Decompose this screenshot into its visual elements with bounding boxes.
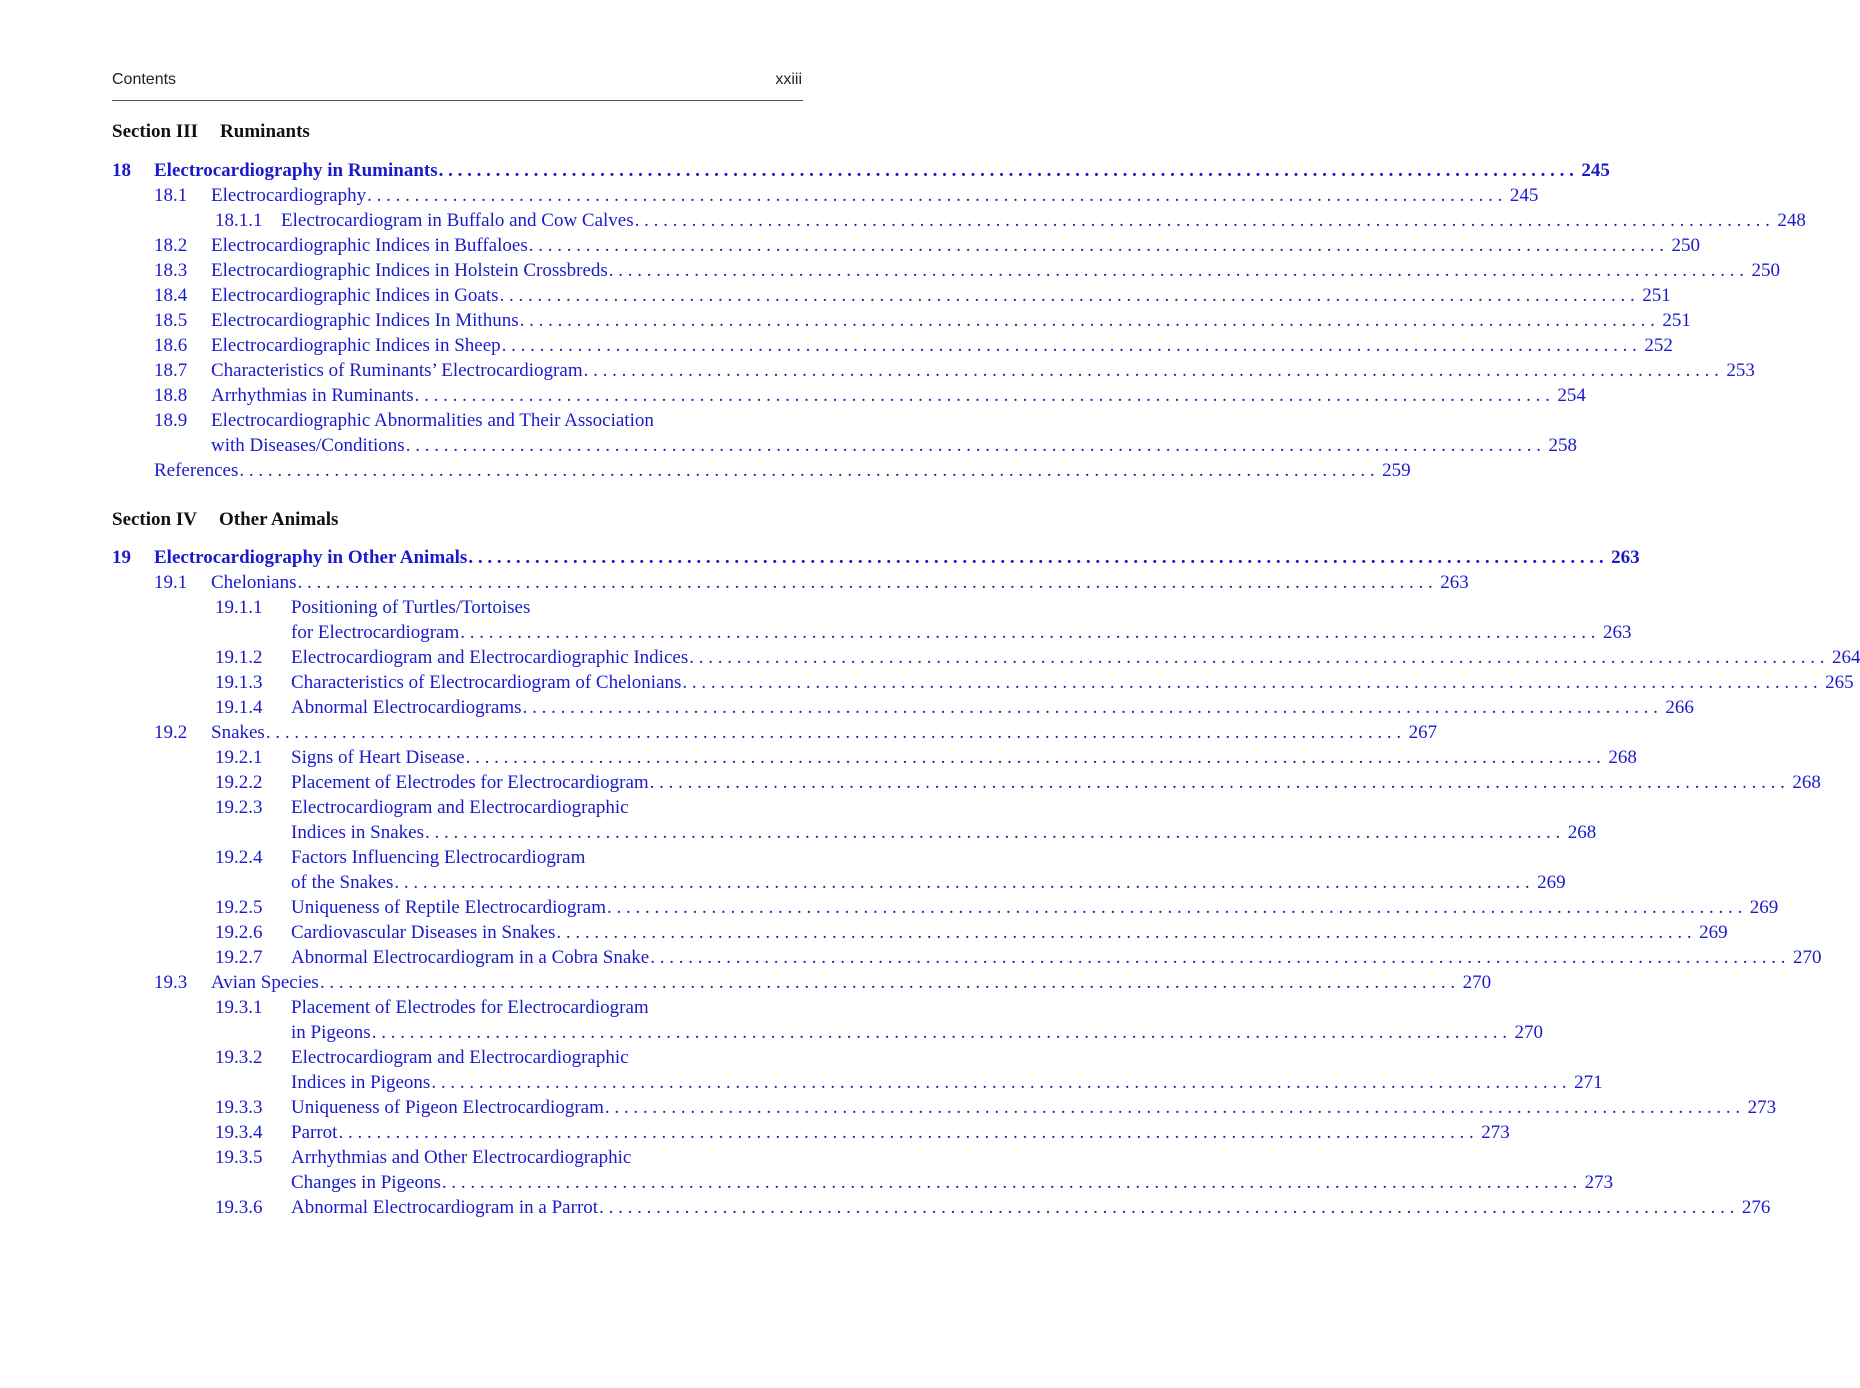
- toc-entry-title: Electrocardiogram and Electrocardiographic: [291, 1047, 629, 1068]
- toc-entry[interactable]: [0, 1070, 1603, 1095]
- toc-entry-page: 251: [1642, 285, 1671, 306]
- toc-entry-page: 270: [1514, 1022, 1543, 1043]
- toc-entry[interactable]: [0, 570, 1469, 595]
- toc-entry-title: Electrocardiographic Indices in Goats: [211, 285, 499, 306]
- toc-entry-title: Uniqueness of Reptile Electrocardiogram: [291, 897, 606, 918]
- toc-entry-title: Electrocardiographic Indices in Holstein Crossbreds: [211, 260, 608, 281]
- running-header-left: Contents: [112, 71, 177, 88]
- toc-entry-title: Placement of Electrodes for Electrocardiogram: [291, 997, 649, 1018]
- toc-entry[interactable]: [0, 770, 1821, 795]
- dot-leader: . . . . . . . . . . . . . . . . . . . . . . . . . . . . . . . . . . . . . . . . . . . . . . . . . . . . . . . . . . . . . . . . . . . . . . . . . . . . . . . . . . . . . . . . . . . . . . . . . . . . . . . . . . . . . . . . . . . . . . . .: [465, 747, 1601, 768]
- toc-entry-page: 265: [1825, 672, 1854, 693]
- toc-entry-title: Factors Influencing Electrocardiogram: [291, 847, 586, 868]
- toc-entry[interactable]: [0, 258, 1781, 283]
- toc-entry[interactable]: [0, 995, 803, 1020]
- toc-entry-page: 250: [1671, 235, 1700, 256]
- toc-entry[interactable]: [0, 895, 1779, 920]
- toc-entry-page: 263: [1440, 572, 1469, 593]
- dot-leader: . . . . . . . . . . . . . . . . . . . . . . . . . . . . . . . . . . . . . . . . . . . . . . . . . . . . . . . . . . . . . . . . . . . . . . . . . . . . . . . . . . . . . . . . . . . . . . . . . . . . . . . . . . . . . . . . . . . . . . . .: [438, 160, 1574, 181]
- dot-leader: . . . . . . . . . . . . . . . . . . . . . . . . . . . . . . . . . . . . . . . . . . . . . . . . . . . . . . . . . . . . . . . . . . . . . . . . . . . . . . . . . . . . . . . . . . . . . . . . . . . . . . . . . . . . . . . . . . . . . . . .: [499, 285, 1635, 306]
- toc-entry-number: 19.1.2: [215, 647, 263, 668]
- dot-leader: . . . . . . . . . . . . . . . . . . . . . . . . . . . . . . . . . . . . . . . . . . . . . . . . . . . . . . . . . . . . . . . . . . . . . . . . . . . . . . . . . . . . . . . . . . . . . . . . . . . . . . . . . . . . . . . . . . . . . . . .: [682, 672, 1818, 693]
- dot-leader: . . . . . . . . . . . . . . . . . . . . . . . . . . . . . . . . . . . . . . . . . . . . . . . . . . . . . . . . . . . . . . . . . . . . . . . . . . . . . . . . . . . . . . . . . . . . . . . . . . . . . . . . . . . . . . . . . . . . . . . .: [649, 772, 1785, 793]
- dot-leader: . . . . . . . . . . . . . . . . . . . . . . . . . . . . . . . . . . . . . . . . . . . . . . . . . . . . . . . . . . . . . . . . . . . . . . . . . . . . . . . . . . . . . . . . . . . . . . . . . . . . . . . . . . . . . . . . . . . . . . . .: [441, 1172, 1578, 1193]
- toc-entry-title: Electrocardiographic Indices In Mithuns: [211, 310, 519, 331]
- toc-entry-title: for Electrocardiogram: [291, 622, 460, 643]
- toc-entry-title: Placement of Electrodes for Electrocardiogram: [291, 772, 649, 793]
- toc-entry-number: 19.1: [154, 572, 188, 593]
- toc-entry[interactable]: [0, 233, 1700, 258]
- toc-entry-title: Changes in Pigeons: [291, 1172, 441, 1193]
- toc-entry-title: Characteristics of Ruminants’ Electrocardiogram: [211, 360, 583, 381]
- dot-leader: . . . . . . . . . . . . . . . . . . . . . . . . . . . . . . . . . . . . . . . . . . . . . . . . . . . . . . . . . . . . . . . . . . . . . . . . . . . . . . . . . . . . . . . . . . . . . . . . . . . . . . . . . . . . . . . . . . . . . . . .: [634, 210, 1770, 231]
- dot-leader: . . . . . . . . . . . . . . . . . . . . . . . . . . . . . . . . . . . . . . . . . . . . . . . . . . . . . . . . . . . . . . . . . . . . . . . . . . . . . . . . . . . . . . . . . . . . . . . . . . . . . . . . . . . . . . . . . . . . . . . .: [608, 260, 1745, 281]
- toc-entry[interactable]: [0, 1195, 1771, 1220]
- dot-leader: . . . . . . . . . . . . . . . . . . . . . . . . . . . . . . . . . . . . . . . . . . . . . . . . . . . . . . . . . . . . . . . . . . . . . . . . . . . . . . . . . . . . . . . . . . . . . . . . . . . . . . . . . . . . . . . . . . . . . . . .: [424, 822, 1561, 843]
- toc-entry-page: 267: [1408, 722, 1438, 743]
- toc-entry-number: 19.2.2: [215, 772, 263, 793]
- toc-entry-page: 268: [1792, 772, 1821, 793]
- toc-entry[interactable]: [0, 595, 803, 620]
- toc-entry-title: Snakes: [211, 722, 265, 743]
- toc-entry-title: Arrhythmias in Ruminants: [211, 385, 414, 406]
- toc-entry-page: 269: [1749, 897, 1779, 918]
- toc-entry-page: 266: [1665, 697, 1694, 718]
- toc-entry[interactable]: [0, 283, 1671, 308]
- toc-entry-page: 258: [1548, 435, 1577, 456]
- dot-leader: . . . . . . . . . . . . . . . . . . . . . . . . . . . . . . . . . . . . . . . . . . . . . . . . . . . . . . . . . . . . . . . . . . . . . . . . . . . . . . . . . . . . . . . . . . . . . . . . . . . . . . . . . . . . . . . . . . . . . . . .: [604, 1097, 1741, 1118]
- toc-entry[interactable]: [0, 308, 1691, 333]
- dot-leader: . . . . . . . . . . . . . . . . . . . . . . . . . . . . . . . . . . . . . . . . . . . . . . . . . . . . . . . . . . . . . . . . . . . . . . . . . . . . . . . . . . . . . . . . . . . . . . . . . . . . . . . . . . . . . . . . . . . . . . . .: [431, 1072, 1567, 1093]
- toc-entry-number: 18.1.1: [215, 210, 263, 231]
- dot-leader: . . . . . . . . . . . . . . . . . . . . . . . . . . . . . . . . . . . . . . . . . . . . . . . . . . . . . . . . . . . . . . . . . . . . . . . . . . . . . . . . . . . . . . . . . . . . . . . . . . . . . . . . . . . . . . . . . . . . . . . .: [394, 872, 1530, 893]
- dot-leader: . . . . . . . . . . . . . . . . . . . . . . . . . . . . . . . . . . . . . . . . . . . . . . . . . . . . . . . . . . . . . . . . . . . . . . . . . . . . . . . . . . . . . . . . . . . . . . . . . . . . . . . . . . . . . . . . . . . . . . . .: [522, 697, 1658, 718]
- toc-entry-title: Avian Species: [211, 972, 319, 993]
- toc-entry-number: 18.1: [154, 185, 188, 206]
- toc-entry-title: Arrhythmias and Other Electrocardiographic: [291, 1147, 632, 1168]
- toc-entry-title: Abnormal Electrocardiogram in a Parrot: [291, 1197, 599, 1218]
- toc-entry-number: 19.1.3: [215, 672, 263, 693]
- toc-entry-page: 250: [1751, 260, 1781, 281]
- toc-entry[interactable]: [0, 720, 1438, 745]
- toc-entry[interactable]: [0, 1020, 1543, 1045]
- toc-entry-page: 259: [1382, 460, 1411, 481]
- toc-entry-number: 19.3.4: [215, 1122, 263, 1143]
- toc-entry-title: Indices in Snakes: [291, 822, 424, 843]
- toc-entry[interactable]: [0, 795, 803, 820]
- toc-entry-title: Electrocardiogram and Electrocardiographic Indices: [291, 647, 689, 668]
- toc-entry-title: Electrocardiogram and Electrocardiographic: [291, 797, 629, 818]
- section-label: Section III: [112, 121, 199, 142]
- toc-entry[interactable]: [0, 845, 803, 870]
- toc-entry-title: Signs of Heart Disease: [291, 747, 465, 768]
- toc-entry-page: 273: [1481, 1122, 1510, 1143]
- toc-entry-page: 268: [1608, 747, 1637, 768]
- section-name: Other Animals: [218, 509, 339, 530]
- dot-leader: . . . . . . . . . . . . . . . . . . . . . . . . . . . . . . . . . . . . . . . . . . . . . . . . . . . . . . . . . . . . . . . . . . . . . . . . . . . . . . . . . . . . . . . . . . . . . . . . . . . . . . . . . . . . . . . . . . . . . . . .: [468, 547, 1604, 568]
- section-label: Section IV: [112, 509, 197, 530]
- toc-entry-page: 245: [1509, 185, 1539, 206]
- toc-entry-page: 270: [1462, 972, 1492, 993]
- toc-entry-page: 269: [1699, 922, 1728, 943]
- toc-entry-page: 264: [1831, 647, 1860, 668]
- toc-entry-number: 19.3.5: [215, 1147, 263, 1168]
- toc-entry-page: 245: [1581, 160, 1610, 181]
- toc-entry-number: 19: [112, 547, 131, 568]
- toc-entry-number: 19.3.1: [215, 997, 263, 1018]
- toc-entry[interactable]: [0, 208, 1806, 233]
- dot-leader: . . . . . . . . . . . . . . . . . . . . . . . . . . . . . . . . . . . . . . . . . . . . . . . . . . . . . . . . . . . . . . . . . . . . . . . . . . . . . . . . . . . . . . . . . . . . . . . . . . . . . . . . . . . . . . . . . . . . . . . .: [405, 435, 1541, 456]
- toc-entry-page: 276: [1741, 1197, 1771, 1218]
- toc-entry-title: Abnormal Electrocardiograms: [291, 697, 522, 718]
- dot-leader: . . . . . . . . . . . . . . . . . . . . . . . . . . . . . . . . . . . . . . . . . . . . . . . . . . . . . . . . . . . . . . . . . . . . . . . . . . . . . . . . . . . . . . . . . . . . . . . . . . . . . . . . . . . . . . . . . . . . . . . .: [599, 1197, 1735, 1218]
- toc-entry-page: 248: [1777, 210, 1806, 231]
- dot-leader: . . . . . . . . . . . . . . . . . . . . . . . . . . . . . . . . . . . . . . . . . . . . . . . . . . . . . . . . . . . . . . . . . . . . . . . . . . . . . . . . . . . . . . . . . . . . . . . . . . . . . . . . . . . . . . . . . . . . . . . .: [528, 235, 1664, 256]
- dot-leader: . . . . . . . . . . . . . . . . . . . . . . . . . . . . . . . . . . . . . . . . . . . . . . . . . . . . . . . . . . . . . . . . . . . . . . . . . . . . . . . . . . . . . . . . . . . . . . . . . . . . . . . . . . . . . . . . . . . . . . . .: [414, 385, 1550, 406]
- toc-entry[interactable]: [0, 183, 1539, 208]
- toc-entry-title: Cardiovascular Diseases in Snakes: [291, 922, 556, 943]
- toc-entry-title: with Diseases/Conditions: [211, 435, 405, 456]
- toc-entry-title: Electrocardiographic Indices in Buffaloes: [211, 235, 528, 256]
- toc-entry-number: 18.2: [154, 235, 188, 256]
- toc-entry-title: Electrocardiography in Ruminants: [154, 160, 438, 181]
- dot-leader: . . . . . . . . . . . . . . . . . . . . . . . . . . . . . . . . . . . . . . . . . . . . . . . . . . . . . . . . . . . . . . . . . . . . . . . . . . . . . . . . . . . . . . . . . . . . . . . . . . . . . . . . . . . . . . . . . . . . . . . .: [367, 185, 1503, 206]
- dot-leader: . . . . . . . . . . . . . . . . . . . . . . . . . . . . . . . . . . . . . . . . . . . . . . . . . . . . . . . . . . . . . . . . . . . . . . . . . . . . . . . . . . . . . . . . . . . . . . . . . . . . . . . . . . . . . . . . . . . . . . . .: [239, 460, 1375, 481]
- toc-entry[interactable]: [0, 1095, 1777, 1120]
- toc-entry-number: 19.2.5: [215, 897, 263, 918]
- toc-entry-number: 18: [112, 160, 131, 181]
- toc-entry[interactable]: [0, 745, 1637, 770]
- toc-entry-number: 19.3.3: [215, 1097, 263, 1118]
- toc-entry-number: 19.3: [154, 972, 188, 993]
- toc-entry[interactable]: [0, 1045, 803, 1070]
- toc-entry-title: Abnormal Electrocardiogram in a Cobra Snake: [291, 947, 650, 968]
- toc-entry[interactable]: [0, 433, 1577, 458]
- dot-leader: . . . . . . . . . . . . . . . . . . . . . . . . . . . . . . . . . . . . . . . . . . . . . . . . . . . . . . . . . . . . . . . . . . . . . . . . . . . . . . . . . . . . . . . . . . . . . . . . . . . . . . . . . . . . . . . . . . . . . . . .: [371, 1022, 1507, 1043]
- toc-entry-title: of the Snakes: [291, 872, 394, 893]
- toc-entry-page: 263: [1603, 622, 1632, 643]
- toc-entry-number: 19.2.4: [215, 847, 263, 868]
- toc-entry[interactable]: [0, 620, 1632, 645]
- toc-entry-page: 273: [1747, 1097, 1777, 1118]
- toc-entry-number: 19.2.7: [215, 947, 263, 968]
- toc-chapter-entry[interactable]: [0, 545, 1640, 570]
- dot-leader: . . . . . . . . . . . . . . . . . . . . . . . . . . . . . . . . . . . . . . . . . . . . . . . . . . . . . . . . . . . . . . . . . . . . . . . . . . . . . . . . . . . . . . . . . . . . . . . . . . . . . . . . . . . . . . . . . . . . . . . .: [556, 922, 1692, 943]
- toc-entry[interactable]: [0, 458, 1411, 483]
- toc-entry-title: in Pigeons: [291, 1022, 371, 1043]
- section-heading: [112, 509, 338, 531]
- toc-entry-number: 19.1.1: [215, 597, 263, 618]
- dot-leader: . . . . . . . . . . . . . . . . . . . . . . . . . . . . . . . . . . . . . . . . . . . . . . . . . . . . . . . . . . . . . . . . . . . . . . . . . . . . . . . . . . . . . . . . . . . . . . . . . . . . . . . . . . . . . . . . . . . . . . . .: [319, 972, 1456, 993]
- toc-entry-title: Electrocardiogram in Buffalo and Cow Calves: [281, 210, 634, 231]
- toc-entry-number: 19.2.3: [215, 797, 263, 818]
- toc-entry-number: 18.5: [154, 310, 188, 331]
- toc-entry-title: Parrot: [291, 1122, 338, 1143]
- toc-entry[interactable]: [0, 870, 1566, 895]
- toc-entry-page: 251: [1662, 310, 1691, 331]
- toc-entry-number: 18.8: [154, 385, 188, 406]
- toc-entry[interactable]: [0, 945, 1822, 970]
- toc-entry-title: Electrocardiographic Abnormalities and Their Association: [211, 410, 654, 431]
- toc-entry[interactable]: [0, 1170, 1614, 1195]
- toc-entry[interactable]: [0, 1145, 803, 1170]
- toc-entry[interactable]: [0, 820, 1597, 845]
- dot-leader: . . . . . . . . . . . . . . . . . . . . . . . . . . . . . . . . . . . . . . . . . . . . . . . . . . . . . . . . . . . . . . . . . . . . . . . . . . . . . . . . . . . . . . . . . . . . . . . . . . . . . . . . . . . . . . . . . . . . . . . .: [501, 335, 1637, 356]
- toc-entry[interactable]: [0, 383, 1586, 408]
- toc-entry-page: 270: [1793, 947, 1822, 968]
- toc-entry-page: 252: [1644, 335, 1673, 356]
- toc-entry-number: 18.7: [154, 360, 188, 381]
- toc-entry-number: 18.4: [154, 285, 188, 306]
- dot-leader: . . . . . . . . . . . . . . . . . . . . . . . . . . . . . . . . . . . . . . . . . . . . . . . . . . . . . . . . . . . . . . . . . . . . . . . . . . . . . . . . . . . . . . . . . . . . . . . . . . . . . . . . . . . . . . . . . . . . . . . .: [650, 947, 1786, 968]
- toc-entry-page: 273: [1584, 1172, 1614, 1193]
- toc-entry-title: Uniqueness of Pigeon Electrocardiogram: [291, 1097, 604, 1118]
- toc-entry-title: Positioning of Turtles/Tortoises: [291, 597, 531, 618]
- toc-entry[interactable]: [0, 695, 1694, 720]
- toc-entry-number: 18.9: [154, 410, 188, 431]
- toc-entry[interactable]: [0, 1120, 1510, 1145]
- dot-leader: . . . . . . . . . . . . . . . . . . . . . . . . . . . . . . . . . . . . . . . . . . . . . . . . . . . . . . . . . . . . . . . . . . . . . . . . . . . . . . . . . . . . . . . . . . . . . . . . . . . . . . . . . . . . . . . . . . . . . . . .: [583, 360, 1719, 381]
- toc-entry-page: 253: [1726, 360, 1755, 381]
- section-heading: [112, 121, 310, 143]
- toc-entry-title: Electrocardiography in Other Animals: [154, 547, 468, 568]
- toc-entry-title: Electrocardiography: [211, 185, 367, 206]
- toc-entry-page: 263: [1611, 547, 1640, 568]
- running-header-page-number: xxiii: [775, 71, 802, 88]
- dot-leader: . . . . . . . . . . . . . . . . . . . . . . . . . . . . . . . . . . . . . . . . . . . . . . . . . . . . . . . . . . . . . . . . . . . . . . . . . . . . . . . . . . . . . . . . . . . . . . . . . . . . . . . . . . . . . . . . . . . . . . . .: [689, 647, 1825, 668]
- toc-entry[interactable]: [0, 358, 1755, 383]
- toc-entry-number: 19.2.1: [215, 747, 263, 768]
- header-rule: [112, 100, 803, 101]
- dot-leader: . . . . . . . . . . . . . . . . . . . . . . . . . . . . . . . . . . . . . . . . . . . . . . . . . . . . . . . . . . . . . . . . . . . . . . . . . . . . . . . . . . . . . . . . . . . . . . . . . . . . . . . . . . . . . . . . . . . . . . . .: [265, 722, 1402, 743]
- toc-entry-number: 19.3.6: [215, 1197, 263, 1218]
- toc-entry-number: 19.1.4: [215, 697, 263, 718]
- dot-leader: . . . . . . . . . . . . . . . . . . . . . . . . . . . . . . . . . . . . . . . . . . . . . . . . . . . . . . . . . . . . . . . . . . . . . . . . . . . . . . . . . . . . . . . . . . . . . . . . . . . . . . . . . . . . . . . . . . . . . . . .: [338, 1122, 1474, 1143]
- toc-entry[interactable]: [0, 408, 803, 433]
- toc-entry[interactable]: [0, 920, 1728, 945]
- toc-entry-number: 19.2.6: [215, 922, 263, 943]
- dot-leader: . . . . . . . . . . . . . . . . . . . . . . . . . . . . . . . . . . . . . . . . . . . . . . . . . . . . . . . . . . . . . . . . . . . . . . . . . . . . . . . . . . . . . . . . . . . . . . . . . . . . . . . . . . . . . . . . . . . . . . . .: [460, 622, 1596, 643]
- toc-entry-title: Chelonians: [211, 572, 297, 593]
- toc-entry-number: 19.3.2: [215, 1047, 263, 1068]
- toc-entry-title: Characteristics of Electrocardiogram of Chelonians: [291, 672, 682, 693]
- toc-entry-title: Indices in Pigeons: [291, 1072, 431, 1093]
- toc-entry-number: 19.2: [154, 722, 188, 743]
- dot-leader: . . . . . . . . . . . . . . . . . . . . . . . . . . . . . . . . . . . . . . . . . . . . . . . . . . . . . . . . . . . . . . . . . . . . . . . . . . . . . . . . . . . . . . . . . . . . . . . . . . . . . . . . . . . . . . . . . . . . . . . .: [519, 310, 1655, 331]
- toc-entry-page: 268: [1567, 822, 1597, 843]
- section-name: Ruminants: [220, 121, 310, 142]
- toc-chapter-entry[interactable]: [0, 158, 1610, 183]
- toc-entry[interactable]: [0, 333, 1673, 358]
- dot-leader: . . . . . . . . . . . . . . . . . . . . . . . . . . . . . . . . . . . . . . . . . . . . . . . . . . . . . . . . . . . . . . . . . . . . . . . . . . . . . . . . . . . . . . . . . . . . . . . . . . . . . . . . . . . . . . . . . . . . . . . .: [606, 897, 1743, 918]
- toc-entry[interactable]: [0, 970, 1492, 995]
- toc-entry-page: 254: [1557, 385, 1586, 406]
- toc-entry[interactable]: [0, 670, 1854, 695]
- toc-entry[interactable]: [0, 645, 1860, 670]
- toc-entry-title: References: [154, 460, 239, 481]
- toc-entry-number: 18.6: [154, 335, 188, 356]
- dot-leader: . . . . . . . . . . . . . . . . . . . . . . . . . . . . . . . . . . . . . . . . . . . . . . . . . . . . . . . . . . . . . . . . . . . . . . . . . . . . . . . . . . . . . . . . . . . . . . . . . . . . . . . . . . . . . . . . . . . . . . . .: [297, 572, 1433, 593]
- toc-entry-number: 18.3: [154, 260, 188, 281]
- toc-entry-title: Electrocardiographic Indices in Sheep: [211, 335, 501, 356]
- toc-entry-page: 271: [1574, 1072, 1603, 1093]
- toc-entry-page: 269: [1537, 872, 1566, 893]
